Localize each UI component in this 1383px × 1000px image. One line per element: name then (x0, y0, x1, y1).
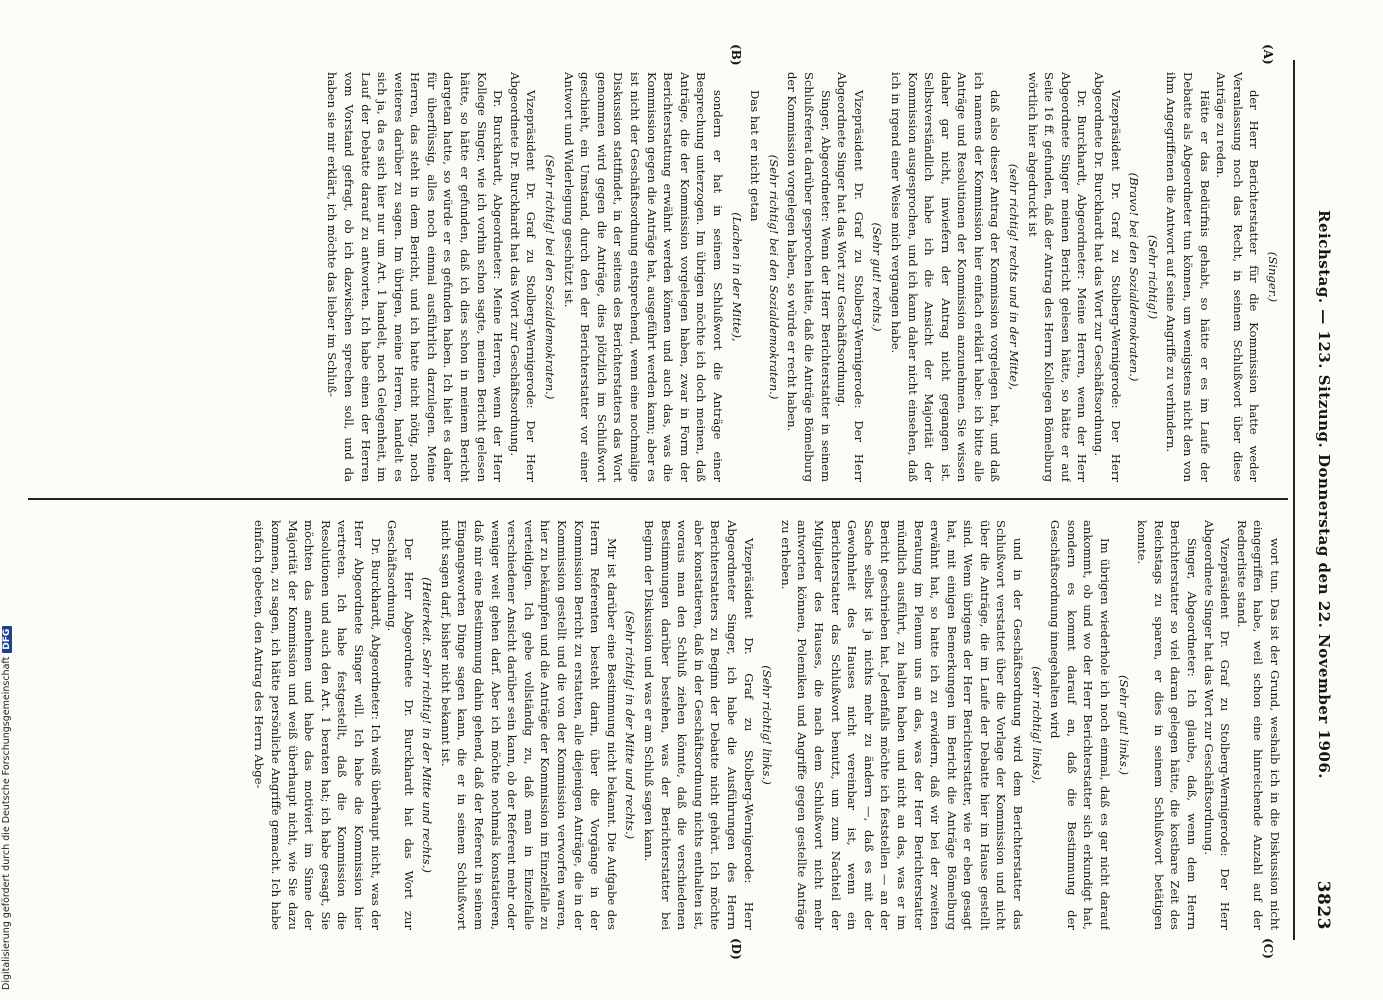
interjection: (Sehr richtig!) (1145, 234, 1160, 320)
interjection: (Sehr gut! rechts.) (870, 222, 885, 332)
column-divider (28, 498, 1288, 500)
page-number: 3823 (1313, 880, 1333, 930)
digitization-credit (1, 590, 15, 990)
paragraph: Hätte er das Bedürfnis gehabt, so hätte er es im Laufe der Debatte als Abgeordneter tun können, um wenigstens nicht den von ihm Angegriffenen die Antwort auf seine Angriffe zu verhindern. (1164, 72, 1212, 482)
paragraph: Dr. Burckhardt, Abgeordneter: Meine Herren, wenn der Herr Abgeordnete Singer meinen Bericht gelesen hätte, so hätte er auf Seite 16 ff. gefunden, daß der Antrag des Herrn Kollegen Bömelburg wörtlich hier abgedruckt ist (1025, 72, 1090, 482)
margin-marker-c: (C) (1261, 938, 1275, 959)
paragraph: Der Herr Abgeordnete Dr. Burckhardt hat das Wort zur Geschäftsordnung. (385, 520, 416, 930)
paragraph: Im übrigen wiederhole ich noch einmal, daß es gar nicht darauf ankommt, ob und wo der Herr Berichterstatter sich erkundigt hat, sondern es kommt darauf an, daß die Bestimmung der Geschäftsordnung innegehalten wird (1048, 520, 1113, 930)
text-column-right (33, 520, 1283, 930)
paragraph: Vizepräsident Dr. Graf zu Stolberg-Wernigerode: Der Herr Abgeordnete Dr. Burckhardt hat das Wort zur Geschäftsordnung. (1092, 72, 1123, 482)
paragraph: sondern er hat in seinem Schlußwort die Anträge einer Besprechung unterzogen. Im übrigen möchte ich doch meinen, daß Anträge, die der Kommission vorgelegen haben, zwar in Form der Berichterstattung erwähnt werden können und auch das, was die Kommission gegen die Anträge hat, ausgeführt werden kann; aber es ist nicht der Geschäftsordnung entsprechend, wenn eine nochmalige Diskussion stattfindet, in der seitens des Berichterstatters das Wort genommen wird gegen die Anträge, dies plötzlich im Schlußwort geschieht, ein Umstand, durch den der Berichterstatter vor einer Antwort und Widerlegung geschützt ist. (561, 72, 725, 482)
margin-marker-b: (B) (729, 44, 743, 66)
interjection: (Lachen in der Mitte), (729, 212, 744, 342)
paragraph: Vizepräsident Dr. Graf zu Stolberg-Wernigerode: Der Herr Abgeordnete Singer hat das Wort zur Geschäftsordnung. (835, 72, 866, 482)
paragraph: Vizepräsident Dr. Graf zu Stolberg-Wernigerode: Der Herr Abgeordnete Singer hat das Wort zur Geschäftsordnung. (1201, 520, 1233, 930)
paragraph: und in der Geschäftsordnung wird dem Berichterstatter das Schlußwort verstattet über die Vorlage der Kommission und nicht über die Anträge, die im Laufe der Debatte hier im Hause gestellt sind. Wenn übrigens der Herr Berichterstatter, wie er eben gesagt hat, mit einigen Bemerkungen im Bericht die Anträge Bömelburg erwähnt hat, so hatte ich zu erwidern, daß wir bei der zweiten Beratung im Plenum uns an das, was der Herr Berichterstatter mündlich ausführt, zu halten haben und nicht an das, was er im Bericht geschrieben hat. Jedenfalls möchte ich feststellen — an der Sache selbst ist ja nichts mehr zu ändern —, daß es mit der Gewohnheit des Hauses nicht vereinbar ist, wenn ein Berichterstatter das Schlußwort benutzt, um zum Nachteil der Mitglieder des Hauses, die nach dem Schlußwort nicht mehr antworten können, Polemiken und Angriffe gegen gestellte Anträge zu erheben. (778, 520, 1026, 930)
paragraph: Dr. Burckhardt, Abgeordneter: Meine Herren, wenn der Herr Kollege Singer, wie ich vorhin schon sagte, meinen Bericht gelesen hätte, so hätte er gefunden, daß ich dies schon in meinem Bericht dargetan hatte, so würde er es gefunden haben. Ich hielt es daher für überflüssig, alles noch einmal ausführlich darzulegen. Meine Herren, das steht in dem Bericht, und ich hatte nicht nötig, noch weiteres darüber zu sagen. Im übrigen, meine Herren, handelt es sich ja, da es sich hier nur um Art. 1 handelt, noch Gelegenheit, im Lauf der Debatte darauf zu antworten. Ich habe einen der Herren vom Vorstand gefragt, ob ich dazwischen sprechen soll, und da haben sie mir erklärt, ich möchte das lieber im Schluß- (325, 72, 506, 482)
text-column-left (33, 72, 1283, 482)
interjection: (sehr richtig! links), (1029, 666, 1044, 784)
interjection: (Sehr richtig! bei den Sozialdemokraten.) (543, 154, 558, 400)
dfg-logo: DFG (2, 626, 12, 653)
running-header (1303, 60, 1343, 940)
header-rule (1293, 60, 1295, 940)
interjection: (Bravo! bei den Sozialdemokraten.) (1127, 172, 1142, 382)
paragraph: wort tun. Das ist der Grund, weshalb ich in die Diskussion nicht eingegriffen habe, weil schon eine hinreichende Anzahl auf der Rednerliste stand. (1234, 520, 1282, 930)
paragraph: Singer, Abgeordneter: Ich glaube, daß, wenn dem Herrn Berichterstatter so viel daran gelegen hätte, die kostbare Zeit des Reichstags zu sparen, er dies in seinem Schlußwort betätigen konnte. (1135, 520, 1200, 930)
interjection: (Sehr richtig! bei den Sozialdemokraten.) (766, 154, 781, 400)
header-title: Reichstag. — 123. Sitzung. Donnerstag den 22. November 1906. (1315, 210, 1333, 779)
interjection: (Sehr gut! links.) (1116, 675, 1131, 775)
interjection: (Heiterkeit. Sehr richtig! in der Mitte und rechts.) (420, 577, 435, 873)
paragraph: daß also dieser Antrag der Kommission vorgelegen hat, und daß ich namens der Kommission hier einfach erklärt habe: ich bitte alle Anträge und Resolutionen der Kommission anzunehmen. Sie wissen daher gar nicht, inwiefern der Antrag nicht gegangen ist. Selbstverständlich habe ich die Ansicht der Majorität der Kommission ausgesprochen, und ich kann daher nicht einsehen, daß ich in irgend einer Weise mich vergangen habe. (888, 72, 1003, 482)
credit-text: Digitalisierung gefördert durch die Deutsche Forschungsgemeinschaft (1, 656, 12, 990)
paragraph: Vizepräsident Dr. Graf zu Stolberg-Wernigerode: Der Herr Abgeordnete Dr. Burckhardt hat das Wort zur Geschäftsordnung. (507, 72, 539, 482)
interjection: (sehr richtig! rechts und in der Mitte), (1007, 163, 1022, 391)
interjection: (Singer.) (1266, 251, 1280, 303)
paragraph: der Herr Berichterstatter für die Kommission hatte weder Veranlassung noch das Recht, in seinem Schlußwort über diese Anträge zu reden. (1214, 72, 1262, 482)
paragraph: Mir ist darüber eine Bestimmung nicht bekannt. Die Aufgabe des Herrn Referenten besteht darin, über die Vorgänge in der Kommission Bericht zu erstatten, alle diejenigen Anträge, die in der Kommission gestellt und die von der Kommission verworfen waren, hier zu bekämpfen und die Anträge der Kommission im Einzelfalle zu verteidigen. Ich gebe vollständig zu, daß man in Einzelfalle verschiedener Ansicht darüber sein kann, ob der Referent mehr oder weniger weit gehen darf. Aber ich möchte nochmals konstatieren, daß mir eine Bestimmung dahin gehend, daß der Referent in seinem Eingangsworten Dinge sagen kann, die er in seinem Schlußwort nicht sagen darf, bisher nicht bekannt ist. (438, 520, 619, 930)
margin-marker-a: (A) (1261, 44, 1275, 65)
paragraph: Das hat er nicht getan (748, 90, 763, 222)
interjection: (Sehr richtig! links.) (760, 665, 775, 785)
margin-marker-d: (D) (729, 938, 743, 960)
interjection: (Sehr richtig! in der Mitte und rechts.) (623, 610, 638, 840)
paragraph: Singer, Abgeordneter: Wenn der Herr Berichterstatter in seinem Schlußreferat darüber gesprochen hätte, daß die Anträge Bömelburg der Kommission vorgelegen haben, so würde er recht haben. (785, 72, 833, 482)
paragraph: Dr. Burckhardt, Abgeordneter: Ich weiß überhaupt nicht, was der Herr Abgeordnete Singer will. Ich habe die Kommission hier vertreten. Ich habe festgestellt, daß die Kommission die Resolutionen und auch den Art. 1 beraten hat; ich habe gesagt, Sie möchten das annehmen und habe das motiviert im Sinne der Majorität der Kommission und weiß überhaupt nicht, wie Sie dazu kommen, zu sagen, ich hätte persönliche Angriffe gemacht. Ich habe einfach gebeten, den Antrag des Herrn Abge- (252, 520, 383, 930)
paragraph: Vizepräsident Dr. Graf zu Stolberg-Wernigerode: Herr Abgeordneter Singer, ich habe die Ausführungen des Herrn Berichterstatters zu Beginn der Debatte nicht gehört. Ich möchte aber konstatieren, daß in der Geschäftsordnung nichts enthalten ist, woraus man den Schluß ziehen könnte, daß die verschiedenen Bestimmungen darüber bestehen, was der Berichterstatter bei Beginn der Diskussion und was er am Schluß sagen kann. (642, 520, 756, 930)
